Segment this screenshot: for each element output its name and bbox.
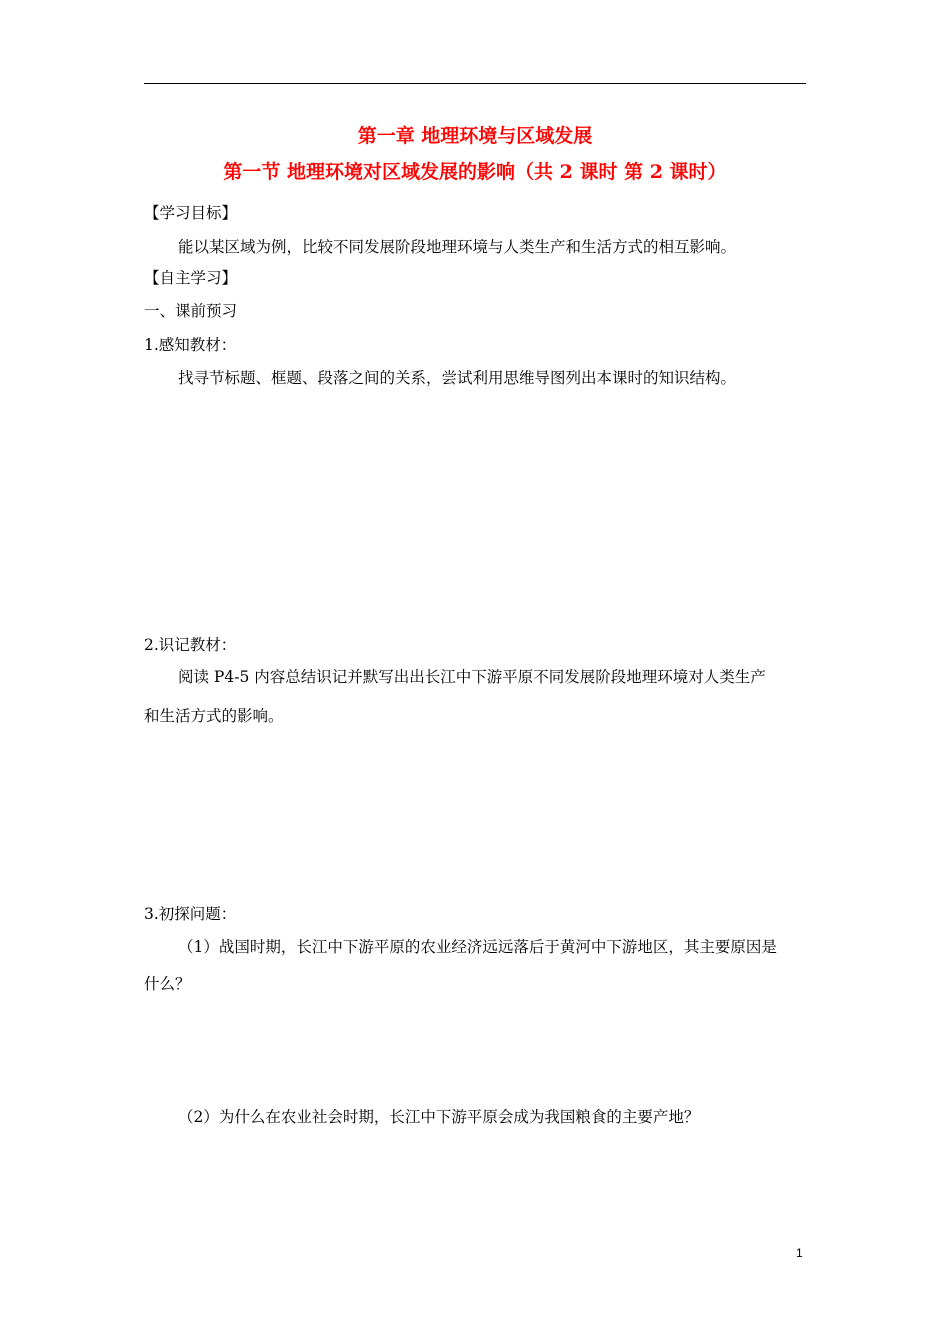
item2-text-line1: 阅读 P4-5 内容总结识记并默写出出长江中下游平原不同发展阶段地理环境对人类生产 [178,668,766,686]
question1-line1: （1）战国时期，长江中下游平原的农业经济远远落后于黄河中下游地区，其主要原因是 [178,938,777,956]
item3-title: 3.初探问题： [144,905,237,923]
item1-text: 找寻节标题、框题、段落之间的关系，尝试利用思维导图列出本课时的知识结构。 [178,369,737,387]
header-rule [144,83,806,84]
item2-title: 2.识记教材： [144,636,237,654]
self-study-label: 【自主学习】 [144,269,238,287]
question2: （2）为什么在农业社会时期，长江中下游平原会成为我国粮食的主要产地？ [178,1108,700,1126]
section-title: 第一节 地理环境对区域发展的影响（共 2 课时 第 2 课时） [223,161,727,183]
item1-title: 1.感知教材： [144,336,237,354]
learning-objectives-text: 能以某区域为例，比较不同发展阶段地理环境与人类生产和生活方式的相互影响。 [178,238,737,256]
part-one-heading: 一、课前预习 [144,302,238,320]
learning-objectives-label: 【学习目标】 [144,204,238,222]
question1-line2: 什么？ [144,975,191,993]
page-number: 1 [796,1246,803,1260]
chapter-title: 第一章 地理环境与区域发展 [357,125,593,147]
item2-text-line2: 和生活方式的影响。 [144,707,284,725]
